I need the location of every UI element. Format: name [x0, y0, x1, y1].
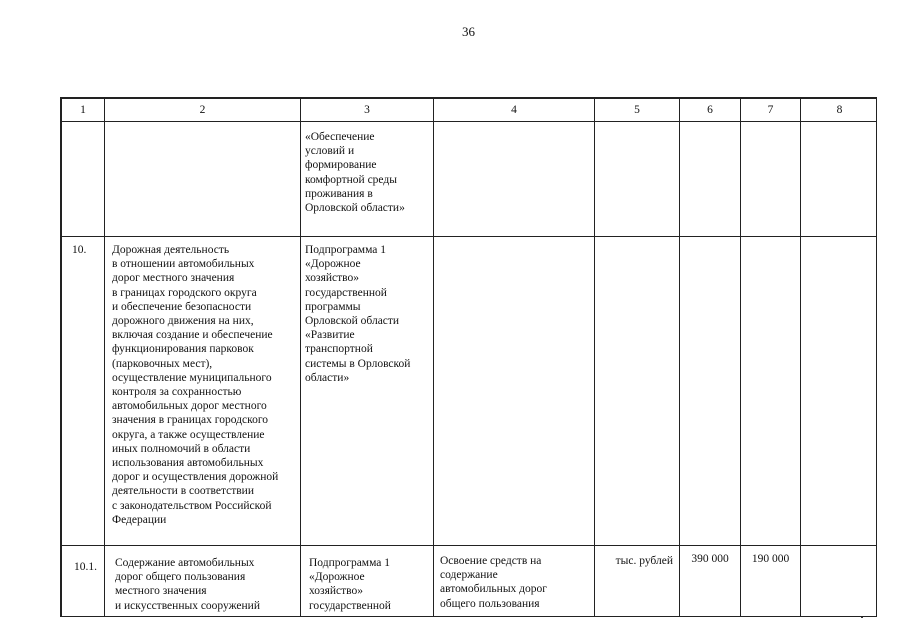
program-line: государственной [305, 286, 387, 299]
program-line: Подпрограмма 1 [305, 244, 387, 256]
header-cell: 8 [801, 99, 878, 122]
program-line: «Дорожное [309, 571, 365, 584]
scan-mark [861, 617, 863, 618]
program-line: проживания в [305, 187, 373, 200]
program-line: «Развитие [305, 329, 355, 342]
program-line: Орловской области [305, 315, 400, 328]
value-cell: 190 000 [741, 546, 801, 618]
unit-cell [595, 237, 680, 546]
program-line: Подпрограмма 1 [309, 557, 391, 569]
value-cell [801, 237, 878, 546]
value-cell [801, 122, 878, 237]
program-line: государственной [309, 599, 391, 612]
program-line: области» [305, 371, 350, 384]
program-line: формирование [305, 159, 377, 172]
row-number-cell: 10.1. [62, 546, 105, 618]
activity-line: местного значения [115, 585, 207, 598]
header-cell: 3 [301, 99, 434, 122]
value-cell [741, 122, 801, 237]
activity-line: Дорожная деятельность [112, 244, 230, 256]
row-number-cell: 10. [62, 237, 105, 546]
program-line: условий и [305, 145, 355, 158]
indicator-line: содержание [440, 569, 498, 582]
activity-line: функционирования парковок [112, 343, 254, 356]
table-row [62, 546, 878, 618]
row-number-cell [62, 122, 105, 237]
value-cell [680, 237, 741, 546]
document-table-container [60, 97, 877, 617]
header-cell: 2 [105, 99, 301, 122]
program-line: программы [305, 300, 361, 313]
activity-line: и искусственных сооружений [115, 599, 260, 612]
header-cell: 6 [680, 99, 741, 122]
header-cell: 5 [595, 99, 680, 122]
unit-cell: тыс. рублей [595, 546, 680, 618]
activity-line: использования автомобильных [112, 457, 264, 470]
activity-line: иных полномочий в области [112, 442, 251, 455]
indicator-line: автомобильных дорог [440, 583, 547, 596]
value-cell: 390 000 [680, 546, 741, 618]
activity-cell [105, 237, 301, 546]
activity-line: Содержание автомобильных [115, 557, 255, 569]
activity-line: дорог общего пользования [115, 571, 246, 584]
activity-line: дорожного движения на них, [112, 315, 254, 328]
activity-line: в границах городского округа [112, 286, 257, 299]
program-line: Орловской области» [305, 202, 405, 215]
activity-line: (парковочных мест), [112, 357, 213, 370]
program-line: «Обеспечение [305, 131, 375, 143]
activity-line: контроля за сохранностью [112, 386, 242, 399]
program-cell [301, 546, 434, 618]
document-table [61, 98, 877, 617]
table-row [62, 122, 878, 237]
program-cell [301, 237, 434, 546]
table-header-row [62, 99, 878, 122]
program-line: системы в Орловской [305, 357, 411, 370]
header-cell: 1 [62, 99, 105, 122]
header-cell: 4 [434, 99, 595, 122]
activity-line: дорог местного значения [112, 272, 235, 285]
activity-line: и обеспечение безопасности [112, 300, 252, 313]
program-line: хозяйство» [305, 272, 360, 285]
indicator-line: общего пользования [440, 597, 540, 610]
indicator-cell [434, 122, 595, 237]
indicator-line: Освоение средств на [440, 555, 542, 567]
value-cell [741, 237, 801, 546]
activity-line: дорог и осуществления дорожной [112, 471, 279, 484]
activity-line: Федерации [112, 513, 167, 526]
program-line: хозяйство» [309, 585, 364, 598]
value-cell [680, 122, 741, 237]
activity-line: деятельности в соответствии [112, 485, 254, 498]
activity-line: с законодательством Российской [112, 499, 272, 512]
table-row [62, 237, 878, 546]
indicator-cell [434, 237, 595, 546]
indicator-cell [434, 546, 595, 618]
activity-line: осуществление муниципального [112, 371, 272, 384]
header-cell: 7 [741, 99, 801, 122]
activity-cell [105, 122, 301, 237]
program-line: «Дорожное [305, 258, 361, 271]
program-line: транспортной [305, 343, 373, 356]
page-number: 36 [462, 24, 475, 39]
activity-line: автомобильных дорог местного [112, 400, 267, 413]
activity-line: включая создание и обеспечение [112, 329, 273, 342]
activity-line: округа, а также осуществление [112, 428, 265, 441]
unit-cell [595, 122, 680, 237]
value-cell [801, 546, 878, 618]
program-line: комфортной среды [305, 173, 397, 186]
activity-line: в отношении автомобильных [112, 258, 255, 271]
activity-line: значения в границах городского [112, 414, 269, 427]
program-cell [301, 122, 434, 237]
activity-cell [105, 546, 301, 618]
